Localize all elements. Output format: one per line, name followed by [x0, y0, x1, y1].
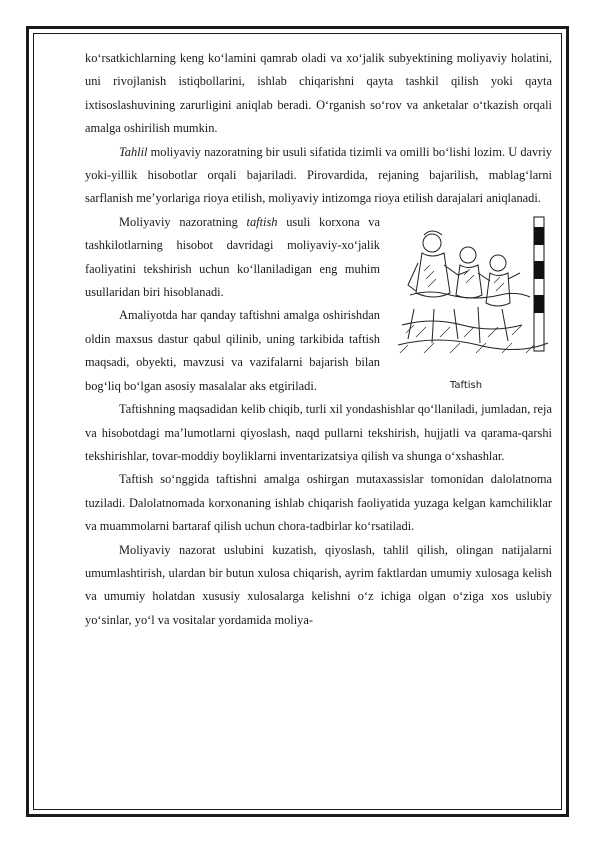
term-tahlil: Tahlil [119, 144, 148, 159]
paragraph-4: Amaliyotda har qanday taftishni amalga oshirishdan oldin maxsus dastur qabul qilinib, uning tarkibida taftish maqsadi, obyekti, mavzusi va vazifalarni bajarish bilan bog‘liq bo‘lgan asosiy masalalar aks etgiriladi. [85, 308, 380, 393]
figure-audit [394, 213, 552, 393]
paragraph-7: Moliyaviy nazorat uslubini kuzatish, qiyoslash, tahlil qilish, olingan natijalarni umumlashtirish, ulardan bir butun xulosa chiqarish, ayrim faktlardan umumiy xulosaga kelish va umumiy holatdan xususiy xulosalarga kelishni o‘z ichiga olgan o‘ziga xos uslubiy yo‘sinlar, yo‘l va vositalar yordamida moliya- [85, 542, 552, 627]
hatching [400, 265, 534, 353]
figure-caption: Taftish [449, 379, 483, 391]
paragraph-2-text: moliyaviy nazoratning bir usuli sifatida tizimli va omilli bo‘lishi lozim. U davriy yoki-yillik hisobotlar orqali bajariladi. Pirovardida, rejaning bajarilish, mablag‘larni sarflanish me’yorlariga rioya etilish, moliyaviy intizomga rioya etilish darajalari aniqlanadi. [85, 144, 552, 206]
paragraph-6: Taftish so‘nggida taftishni amalga oshirgan mutaxassislar tomonidan dalolatnoma tuziladi. Dalolatnomada korxonaning ishlab chiqarish faoliyatida yuzaga kelgan kamchiliklar va muammolarni bartaraf qilish uchun chora-tadbirlar ko‘rsatiladi. [85, 472, 552, 534]
striped-pole [534, 217, 544, 351]
audit-illustration [394, 213, 552, 363]
term-taftish: taftish [246, 214, 278, 229]
paragraph-3-lead: Moliyaviy nazoratning [119, 214, 247, 229]
text-with-figure [85, 211, 552, 398]
people-sketch [398, 231, 548, 350]
page-content [85, 47, 552, 632]
paragraph-3-text: usuli korxona va tashkilotlarning hisobot davridagi moliyaviy-xo‘jalik faoliyatini tekshirish uchun ko‘llaniladigan eng muhim usullaridan biri hisoblanadi. [85, 214, 380, 300]
paragraph-5: Taftishning maqsadidan kelib chiqib, turli xil yondashishlar qo‘llaniladi, jumladan, reja va hisobotdagi ma’lumotlarni qiyoslash, naqd pullarni tekshirish, hujjatli va qarama-qarshi tekshirishlar, tovar-moddiy boyliklarni inventarizatsiya qilish va shunga o‘xshashlar. [85, 402, 552, 463]
paragraph-2 [85, 141, 552, 211]
paragraph-3 [85, 211, 380, 305]
paragraph-1: ko‘rsatkichlarning keng ko‘lamini qamrab oladi va xo‘jalik subyektining moliyaviy holatini, uni rivojlanish istiqbollarini, ishlab chiqarishni qayta tashkil qilish yoki qayta ixtisoslashuvining zarurligini aniqlab beradi. O‘rganish so‘rov va anketalar o‘tkazish orqali amalga oshirilish mumkin. [85, 51, 552, 136]
text-column [85, 211, 380, 398]
